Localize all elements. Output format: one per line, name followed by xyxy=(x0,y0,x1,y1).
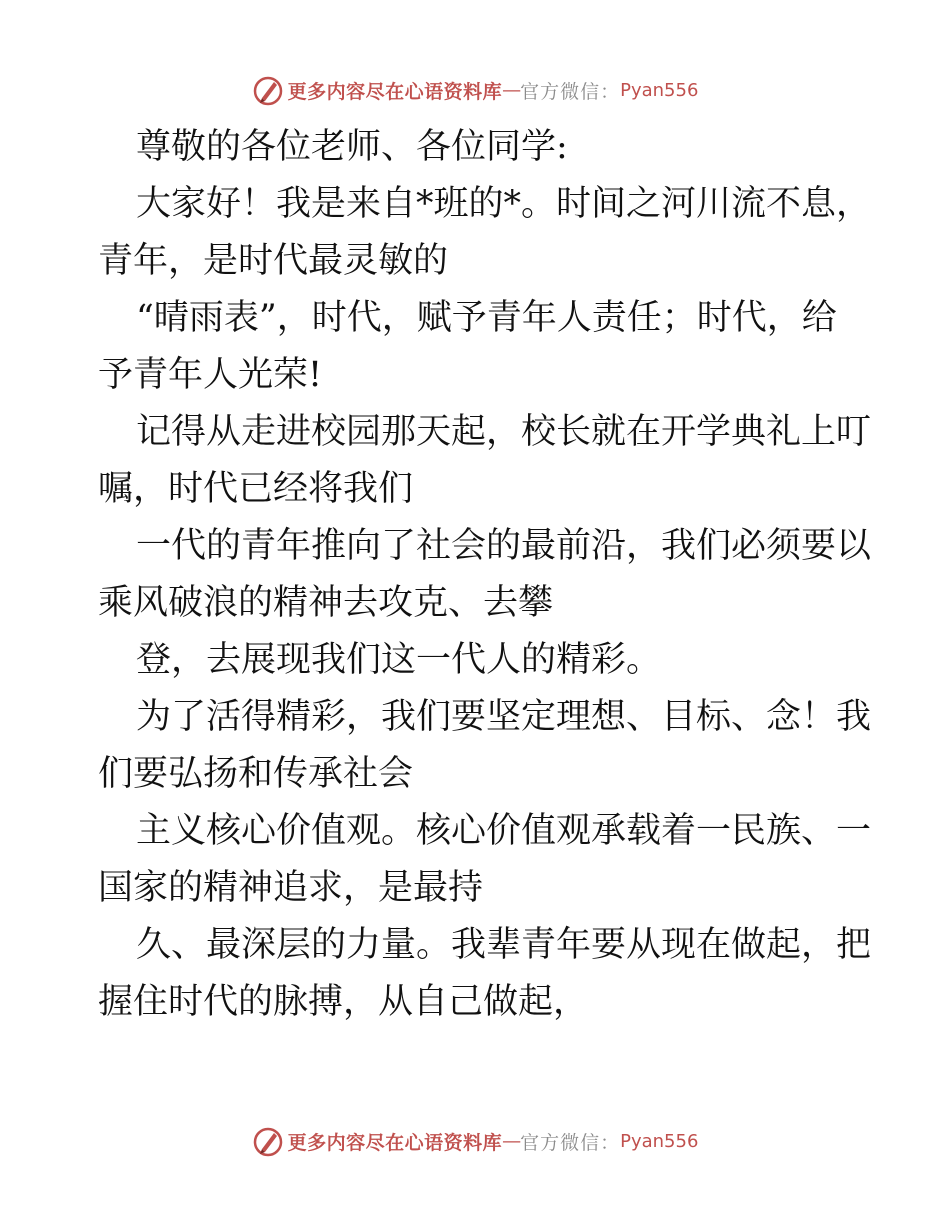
header-banner-main: 更多内容尽在心语资料库 xyxy=(287,80,503,103)
text-line: 青年，是时代最灵敏的 xyxy=(98,241,449,281)
header-banner-wechat-label: 官方微信： xyxy=(520,80,621,103)
pen-logo-icon xyxy=(252,74,284,106)
text-line: 久、最深层的力量。我辈青年要从现在做起，把 xyxy=(136,925,872,965)
text-line: 乘风破浪的精神去攻克、去攀 xyxy=(98,583,554,623)
text-line: 国家的精神追求，是最持 xyxy=(98,868,484,908)
text-line: 予青年人光荣! xyxy=(98,355,323,395)
text-line: 主义核心价值观。核心价值观承载着一民族、一 xyxy=(136,811,872,851)
text-line: 登，去展现我们这一代人的精彩。 xyxy=(136,640,662,680)
header-banner-dash: — xyxy=(502,79,521,101)
footer-banner-wechat-label: 官方微信： xyxy=(520,1131,621,1154)
text-line: 记得从走进校园那天起，校长就在开学典礼上叮 xyxy=(136,412,872,452)
text-line: 尊敬的各位老师、各位同学: xyxy=(136,127,568,167)
text-line: “晴雨表”，时代，赋予青年人责任；时代，给 xyxy=(136,298,837,338)
header-banner xyxy=(0,72,950,108)
text-line: 们要弘扬和传承社会 xyxy=(98,754,414,794)
pen-logo-icon xyxy=(252,1125,284,1157)
text-line: 嘱，时代已经将我们 xyxy=(98,469,414,509)
text-line: 一代的青年推向了社会的最前沿，我们必须要以 xyxy=(136,526,872,566)
text-line: 握住时代的脉搏，从自己做起， xyxy=(98,982,589,1022)
footer-banner-dash: — xyxy=(502,1130,521,1152)
speech-body xyxy=(98,119,872,1031)
footer-banner xyxy=(0,1123,950,1159)
text-line: 大家好！我是来自*班的*。时间之河川流不息， xyxy=(136,184,872,224)
text-line: 为了活得精彩，我们要坚定理想、目标、念！我 xyxy=(136,697,872,737)
footer-banner-main: 更多内容尽在心语资料库 xyxy=(287,1131,503,1154)
header-banner-wechat-id: Pyan556 xyxy=(620,79,699,101)
footer-banner-wechat-id: Pyan556 xyxy=(620,1130,699,1152)
